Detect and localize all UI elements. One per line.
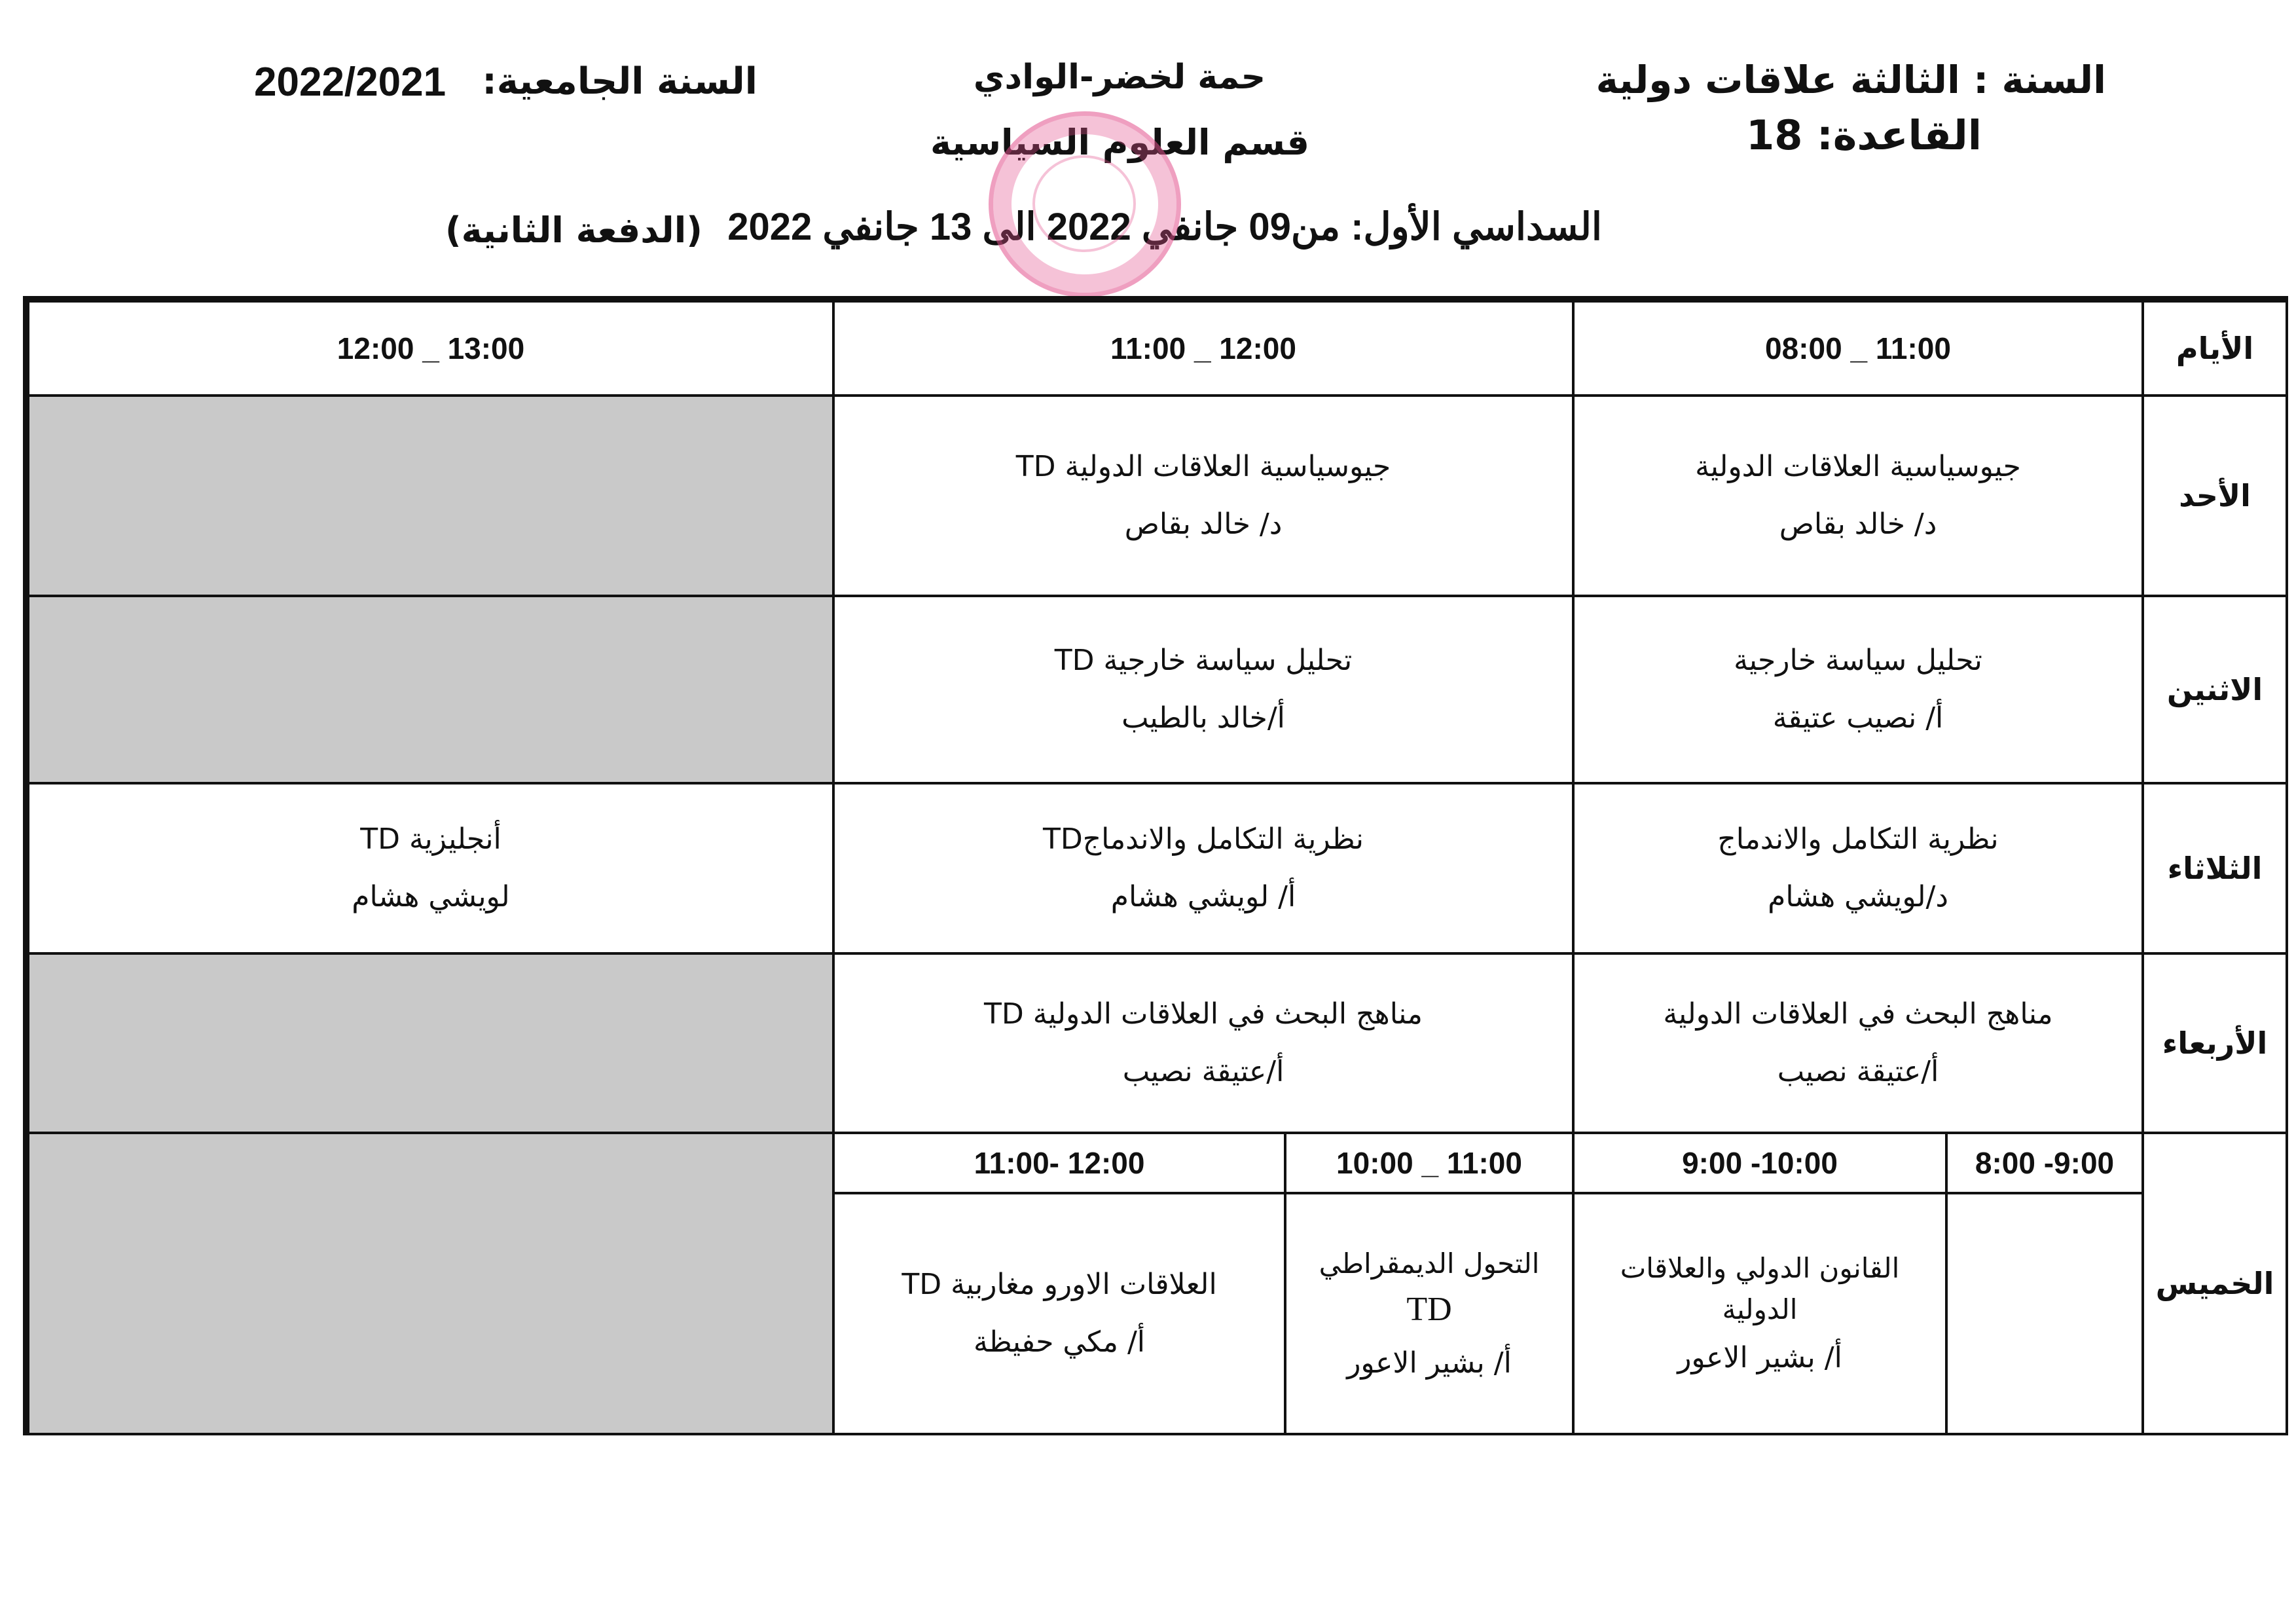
session-cell: [832, 595, 1575, 784]
official-stamp: [989, 111, 1181, 297]
course-name: مناهج البحث في العلاقات الدولية: [1663, 997, 2053, 1031]
teacher-name: د/ خالد بقاص: [1124, 507, 1283, 541]
course-name: جيوسياسية العلاقات الدولية: [1695, 450, 2021, 483]
time-label: 9:00 -10:00: [1682, 1146, 1838, 1180]
day-thursday: [2141, 1132, 2288, 1435]
day-label: الثلاثاء: [2167, 851, 2263, 886]
time-slot-1-label: 08:00 _ 11:00: [1765, 331, 1951, 365]
course-name: نظرية التكامل والاندماجTD: [1043, 822, 1364, 856]
course-name: نظرية التكامل والاندماج: [1717, 822, 1999, 856]
course-name: أنجليزية TD: [360, 822, 501, 856]
department-name: قسم العلوم السياسية: [930, 122, 1309, 163]
batch-label: (الدفعة الثانية): [445, 210, 702, 251]
semester-dates: السداسي الأول: من09 جانفي 2022 الى 13 جانفي 2022: [727, 206, 1602, 248]
empty-cell: [27, 394, 835, 597]
thursday-time-1: [1945, 1132, 2144, 1194]
session-cell: [832, 952, 1575, 1134]
time-slot-3-label: 12:00 _ 13:00: [337, 331, 525, 365]
teacher-name: د/لويشي هشام: [1768, 880, 1948, 913]
time-slot-3: [27, 300, 835, 397]
thursday-time-2: [1572, 1132, 1948, 1194]
days-header: [2141, 300, 2288, 397]
time-label: 10:00 _ 11:00: [1336, 1146, 1522, 1180]
day-label: الاثنين: [2166, 672, 2263, 707]
teacher-name: أ/ بشير الاعور: [1347, 1346, 1512, 1380]
course-name: التحول الديمقراطي: [1319, 1247, 1540, 1280]
session-cell: [27, 782, 835, 955]
teacher-name: أ/ بشير الاعور: [1677, 1341, 1842, 1375]
teacher-name: أ/عتيقة نصيب: [1777, 1055, 1939, 1088]
day-label: الأربعاء: [2162, 1025, 2268, 1061]
academic-year-label: السنة الجامعية:: [482, 60, 757, 103]
td-label: TD: [1406, 1290, 1452, 1328]
day-label: الأحد: [2179, 478, 2251, 513]
course-name: تحليل سياسة خارجية: [1734, 644, 1982, 677]
empty-cell: [27, 1132, 835, 1435]
teacher-name: د/ خالد بقاص: [1779, 507, 1937, 541]
session-cell: [832, 782, 1575, 955]
schedule-table: [23, 296, 2288, 1435]
thursday-time-4: [832, 1132, 1286, 1194]
time-slot-2-label: 11:00 _ 12:00: [1110, 331, 1296, 365]
time-slot-2: [832, 300, 1575, 397]
course-name: مناهج البحث في العلاقات الدولية TD: [984, 997, 1423, 1031]
day-sunday: [2141, 394, 2288, 597]
academic-year-value: 2022/2021: [254, 60, 446, 105]
teacher-name: أ/ مكي حفيظة: [974, 1325, 1145, 1359]
course-name: جيوسياسية العلاقات الدولية TD: [1015, 450, 1391, 483]
stamp-inner-ring: [1032, 155, 1136, 252]
empty-cell: [27, 952, 835, 1134]
thursday-time-3: [1284, 1132, 1575, 1194]
university-name: حمة لخضر-الوادي: [973, 58, 1266, 97]
session-cell: [832, 394, 1575, 597]
day-wednesday: [2141, 952, 2288, 1134]
time-label: 8:00 -9:00: [1975, 1146, 2115, 1180]
course-name: تحليل سياسة خارجية TD: [1054, 644, 1353, 677]
teacher-name: أ/ لويشي هشام: [1110, 880, 1296, 913]
course-name: العلاقات الاورو مغاربية TD: [902, 1268, 1217, 1301]
session-cell: [1572, 952, 2144, 1134]
session-cell: [1572, 595, 2144, 784]
teacher-name: أ/عتيقة نصيب: [1122, 1055, 1285, 1088]
session-cell: [1572, 782, 2144, 955]
time-slot-1: [1572, 300, 2144, 397]
teacher-name: أ/خالد بالطيب: [1121, 701, 1285, 735]
session-cell: [1284, 1192, 1575, 1435]
course-name: القانون الدولي والعلاقات الدولية: [1620, 1252, 1900, 1325]
session-cell: [832, 1192, 1286, 1435]
year-label: السنة : الثالثة علاقات دولية: [1595, 58, 2106, 102]
teacher-name: أ/ نصيب عتيقة: [1772, 701, 1944, 735]
room-label: القاعدة: 18: [1746, 111, 1982, 159]
time-label: 11:00- 12:00: [974, 1146, 1145, 1180]
teacher-name: لويشي هشام: [352, 880, 510, 913]
day-monday: [2141, 595, 2288, 784]
session-cell: [1572, 1192, 1948, 1435]
session-cell: [1572, 394, 2144, 597]
days-header-label: الأيام: [2176, 331, 2254, 366]
empty-session-cell: [1945, 1192, 2144, 1435]
day-tuesday: [2141, 782, 2288, 955]
empty-cell: [27, 595, 835, 784]
day-label: الخميس: [2155, 1266, 2274, 1301]
